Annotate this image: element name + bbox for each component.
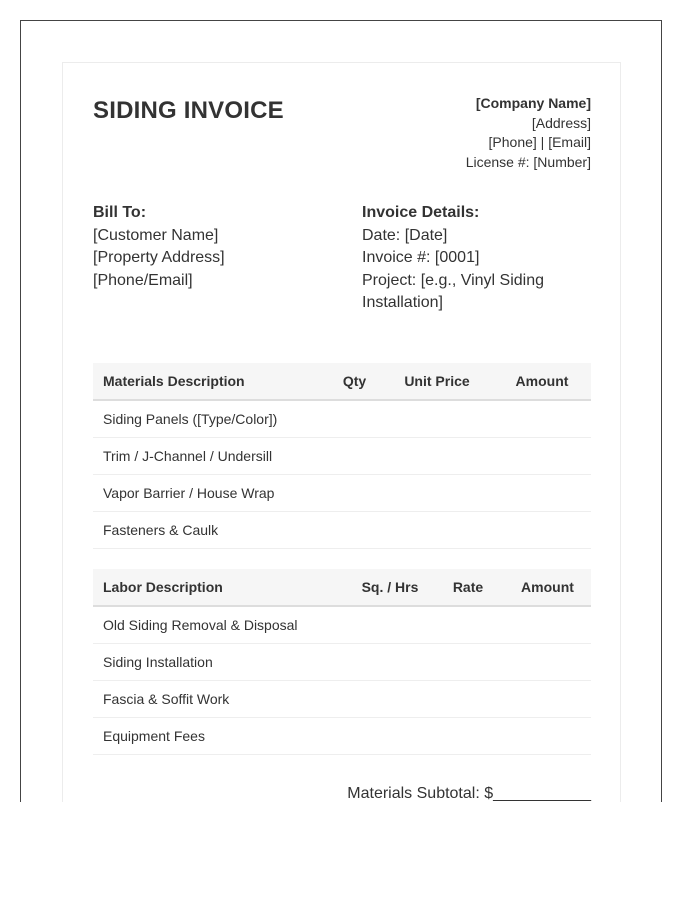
labor-sq-hrs [348,643,432,680]
labor-header-row [93,569,591,606]
material-description: Fasteners & Caulk [93,511,328,548]
material-amount [493,400,591,437]
labor-rate [432,606,504,643]
labor-rate [432,680,504,717]
bill-to-section [93,202,362,315]
labor-amount [504,717,591,754]
material-description: Trim / J-Channel / Undersill [93,437,328,474]
material-unit-price [381,511,493,548]
material-qty [328,511,381,548]
labor-amount [504,680,591,717]
material-unit-price [381,474,493,511]
labor-amount [504,606,591,643]
material-unit-price [381,437,493,474]
materials-col-qty: Qty [328,363,381,400]
bill-to-heading: Bill To: [93,204,147,221]
company-address: [Address] [531,114,591,131]
material-qty [328,400,381,437]
labor-description: Equipment Fees [93,717,348,754]
labor-description: Siding Installation [93,643,348,680]
material-qty [328,474,381,511]
material-qty [328,437,381,474]
labor-description: Fascia & Soffit Work [93,680,348,717]
invoice-sheet [62,62,621,802]
invoice-title: SIDING INVOICE [93,97,284,124]
labor-sq-hrs [348,606,432,643]
invoice-date: Date: [Date] [362,226,448,244]
labor-amount [504,643,591,680]
materials-subtotal: Materials Subtotal: $___________ [347,785,591,802]
labor-col-sq-hrs: Sq. / Hrs [348,569,432,606]
material-amount [493,474,591,511]
invoice-number: Invoice #: [0001] [362,249,480,266]
material-unit-price [381,400,493,437]
labor-col-description: Labor Description [93,569,348,606]
materials-table [93,363,591,549]
property-address: [Property Address] [93,249,225,266]
company-name: [Company Name] [475,95,591,111]
material-amount [493,511,591,548]
company-info [466,94,591,172]
invoice-project: Project: [e.g., Vinyl Siding Installation] [362,271,545,311]
labor-sq-hrs [348,680,432,717]
billing-info-row [93,202,591,315]
labor-table [93,569,591,755]
table-row [93,511,591,548]
materials-col-unit-price: Unit Price [381,363,493,400]
customer-phone-email: [Phone/Email] [93,271,193,289]
labor-sq-hrs [348,717,432,754]
invoice-details-heading: Invoice Details: [362,204,480,221]
labor-col-amount: Amount [504,569,591,606]
invoice-details-section [362,202,591,315]
materials-col-description: Materials Description [93,363,328,400]
labor-col-rate: Rate [432,569,504,606]
materials-col-amount: Amount [493,363,591,400]
materials-header-row [93,363,591,400]
table-row [93,437,591,474]
company-contact: [Phone] | [Email] [488,134,591,150]
labor-description: Old Siding Removal & Disposal [93,606,348,643]
company-license: License #: [Number] [465,153,591,170]
material-amount [493,437,591,474]
table-row [93,680,591,717]
document-frame [20,20,662,802]
table-row [93,400,591,437]
material-description: Siding Panels ([Type/Color]) [93,400,328,437]
table-row [93,717,591,754]
labor-rate [432,643,504,680]
table-row [93,474,591,511]
labor-rate [432,717,504,754]
material-description: Vapor Barrier / House Wrap [93,474,328,511]
table-row [93,606,591,643]
table-row [93,643,591,680]
customer-name: [Customer Name] [93,226,219,244]
